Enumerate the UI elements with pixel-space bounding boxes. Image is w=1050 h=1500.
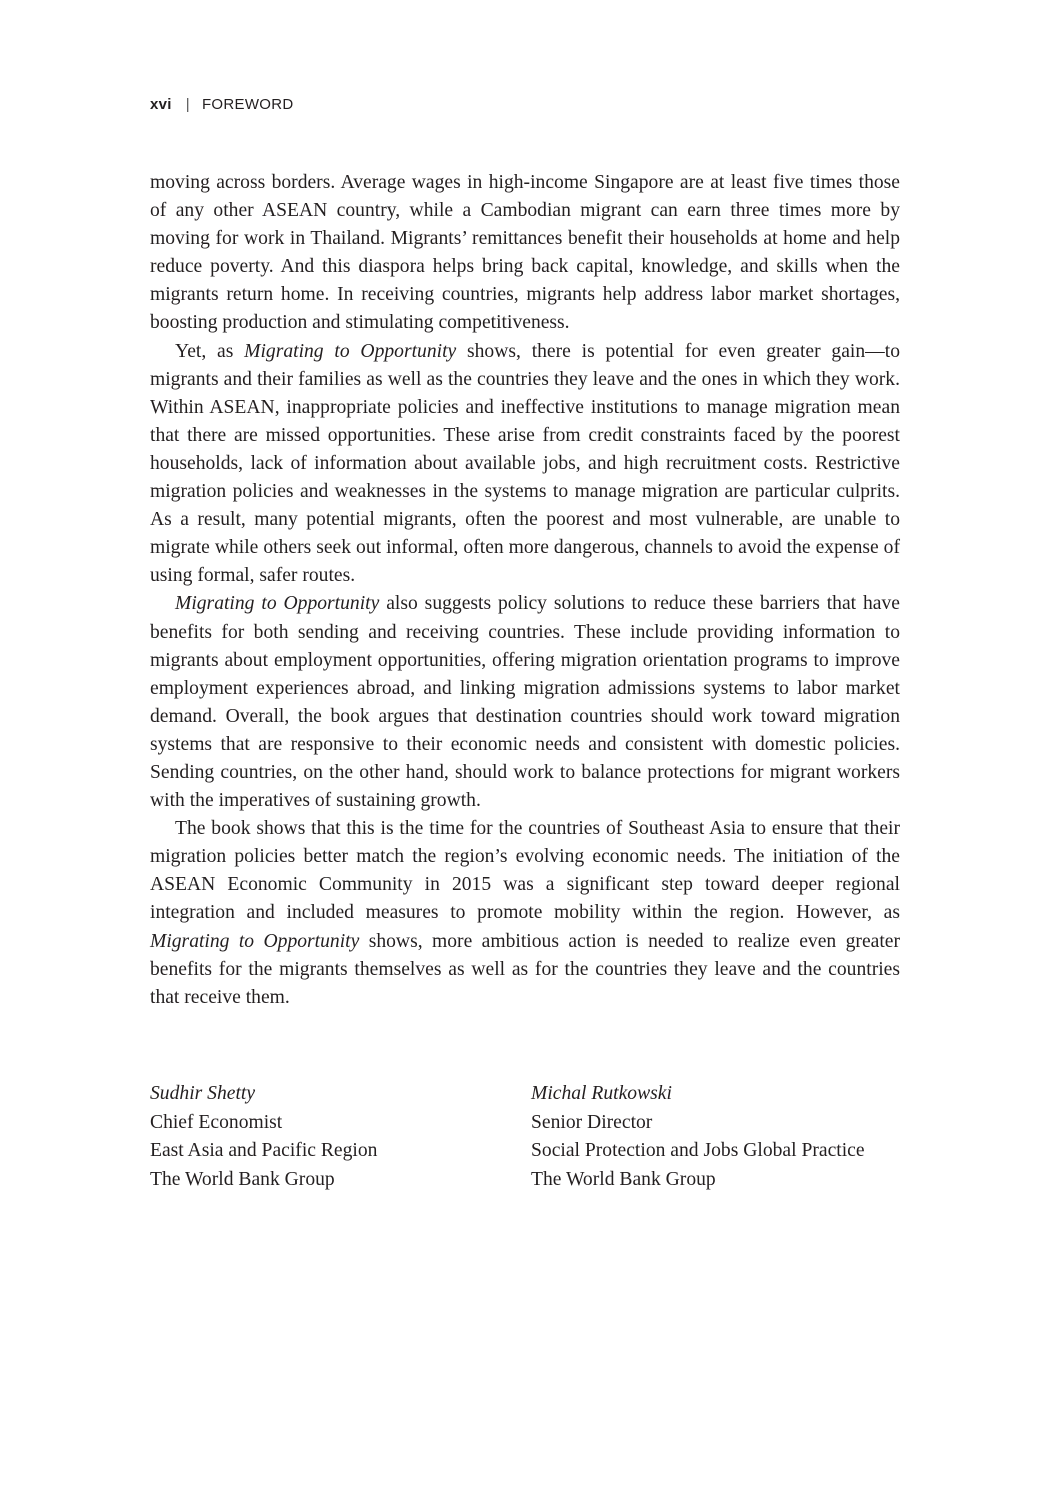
section-title: FOREWORD — [201, 96, 294, 113]
signature-block — [150, 1080, 910, 1194]
text-run: shows, more ambitious action is needed to realize even greater benefits for the migrants themselves as well as for the countries they leave and the countries that receive them. — [150, 930, 901, 1008]
text-run: Yet, as — [175, 340, 245, 362]
signature-left — [150, 1080, 531, 1194]
separator: | — [185, 96, 190, 113]
text-run: The book shows that this is the time for the countries of Southeast Asia to ensure that their migration policies better match the region’s evolving economic needs. The initiation of the ASEAN Economic Community in 2015 was a significant step toward deeper regional integration and included measures to promote mobility within the region. However, as — [150, 818, 900, 924]
text-run: shows, there is potential for even greater gain—to migrants and their families as well as the countries they leave and the ones in which they work. Within ASEAN, inappropriate policies and ineffective institutions to manage migration mean that there are missed opportunities. These arise from credit constraints faced by the poorest households, lack of information about available jobs, and high recruitment costs. Restrictive migration policies and weaknesses in the systems to manage migration are particular culprits. As a result, many potential migrants, often the poorest and most vulnerable, are unable to migrate while others seek out informal, often more dangerous, channels to avoid the expense of using formal, safer routes. — [150, 340, 900, 587]
signatory-title: Senior Director — [531, 1111, 653, 1133]
paragraph-4 — [150, 815, 900, 1012]
foreword-body — [150, 169, 900, 1012]
paragraph-1: moving across borders. Average wages in high-income Singapore are at least five times those of any other ASEAN country, while a Cambodian migrant can earn three times more by moving for work in Thailand. Migrants’ remittances benefit their households at home and help reduce poverty. And this diaspora helps bring back capital, knowledge, and skills when the migrants return home. In receiving countries, migrants help address labor market shortages, boosting production and stimulating competitiveness. — [150, 172, 900, 334]
page-number: xvi — [150, 96, 172, 113]
signatory-org: The World Bank Group — [150, 1168, 335, 1190]
book-title: Migrating to Opportunity — [175, 593, 380, 615]
signatory-org: The World Bank Group — [531, 1168, 716, 1190]
paragraph-2 — [150, 338, 900, 591]
paragraph-3 — [150, 590, 900, 815]
book-title: Migrating to Opportunity — [150, 930, 360, 952]
signatory-unit: East Asia and Pacific Region — [150, 1140, 378, 1162]
signatory-name: Michal Rutkowski — [531, 1083, 672, 1104]
book-title: Migrating to Opportunity — [244, 340, 457, 362]
signatory-name: Sudhir Shetty — [150, 1083, 256, 1104]
text-run: also suggests policy solutions to reduce these barriers that have benefits for both sending and receiving countries. These include providing information to migrants about employment opportunities, offering migration orientation programs to improve employment experiences abroad, and linking migration admissions systems to labor market demand. Overall, the book argues that destination countries should work toward migration systems that are responsive to their economic needs and consistent with domestic policies. Sending countries, on the other hand, should work to balance protections for migrant workers with the imperatives of sustaining growth. — [150, 593, 900, 812]
signature-right — [531, 1080, 865, 1194]
running-head — [150, 96, 294, 113]
signatory-unit: Social Protection and Jobs Global Practice — [531, 1140, 865, 1162]
signatory-title: Chief Economist — [150, 1111, 283, 1133]
